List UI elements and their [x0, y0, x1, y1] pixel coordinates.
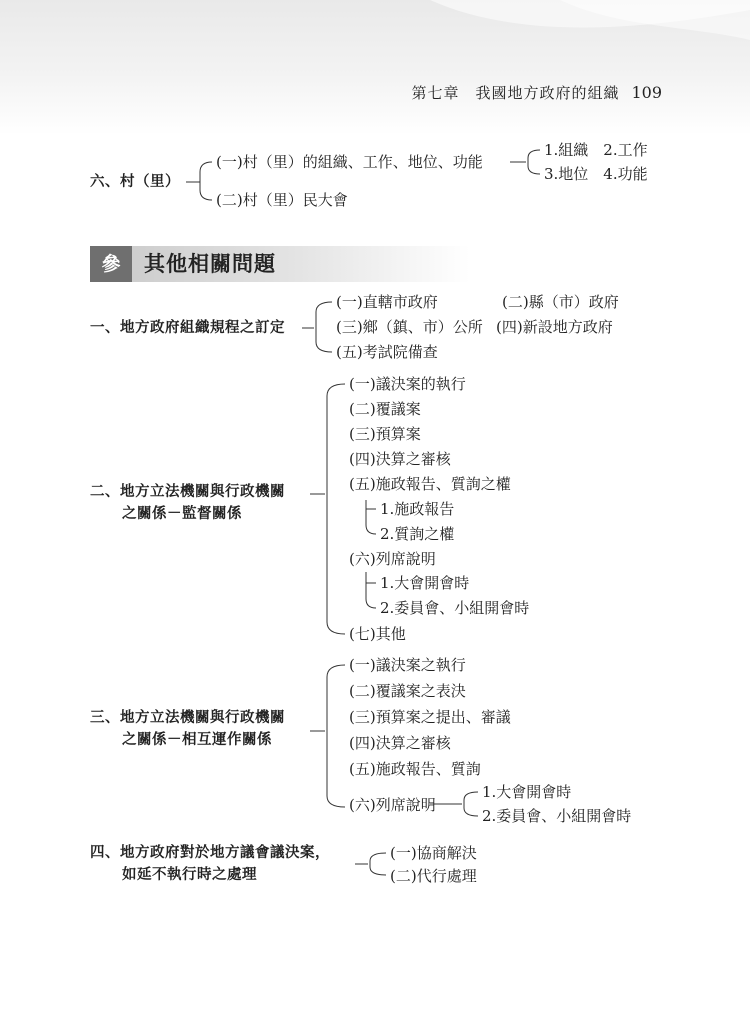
- q2-item-1: (一)議決案的執行: [349, 375, 466, 393]
- village-sub-2: 3.地位 4.功能: [544, 165, 648, 183]
- q3-item-5: (五)施政報告、質詢: [349, 760, 481, 778]
- q1-item-2: (二)縣（市）政府: [502, 293, 619, 311]
- q3-item-6: (六)列席說明: [349, 796, 436, 814]
- q2-title-line1: 二、地方立法機關與行政機關: [90, 484, 285, 500]
- q4-item-2: (二)代行處理: [390, 867, 477, 885]
- q2-item-4: (四)決算之審核: [349, 450, 451, 468]
- q2-item-6: (六)列席說明: [349, 550, 436, 568]
- q3-item-3: (三)預算案之提出、審議: [349, 708, 511, 726]
- village-sub-1: 1.組織 2.工作: [544, 141, 648, 159]
- q3-sub-1: 1.大會開會時: [482, 783, 572, 801]
- page-number: 109: [631, 83, 662, 102]
- q3-sub-2: 2.委員會、小組開會時: [482, 807, 632, 825]
- q2-sub-2: 2.質詢之權: [380, 525, 455, 543]
- q3-item-1: (一)議決案之執行: [349, 656, 466, 674]
- village-item-1: (一)村（里）的組織、工作、地位、功能: [216, 153, 483, 171]
- village-item-2: (二)村（里）民大會: [216, 191, 348, 209]
- q1-item-3: (三)鄉（鎮、市）公所: [336, 318, 483, 336]
- q3-item-2: (二)覆議案之表決: [349, 682, 466, 700]
- q3-title-line2: 之關係－相互運作關係: [122, 732, 272, 748]
- q1-item-5: (五)考試院備查: [336, 343, 438, 361]
- q2-sub-4: 2.委員會、小組開會時: [380, 599, 530, 617]
- q2-sub-3: 1.大會開會時: [380, 574, 470, 592]
- q1-item-1: (一)直轄市政府: [336, 293, 438, 311]
- q1-item-4: (四)新設地方政府: [496, 318, 613, 336]
- section-badge: 參: [90, 246, 132, 282]
- q2-item-5: (五)施政報告、質詢之權: [349, 475, 511, 493]
- village-title: 六、村（里）: [90, 174, 180, 190]
- q2-item-3: (三)預算案: [349, 425, 421, 443]
- section-title: 其他相關問題: [144, 252, 276, 276]
- q2-title-line2: 之關係－監督關係: [122, 506, 242, 522]
- q2-item-2: (二)覆議案: [349, 400, 421, 418]
- q4-item-1: (一)協商解決: [390, 844, 477, 862]
- q2-sub-1: 1.施政報告: [380, 500, 455, 518]
- q3-title-line1: 三、地方立法機關與行政機關: [90, 710, 285, 726]
- q3-item-4: (四)決算之審核: [349, 734, 451, 752]
- q4-title-line1: 四、地方政府對於地方議會議決案，: [90, 845, 330, 861]
- q2-item-7: (七)其他: [349, 625, 406, 643]
- chapter-title: 第七章 我國地方政府的組織: [411, 84, 620, 102]
- q4-title-line2: 如延不執行時之處理: [122, 867, 257, 883]
- q1-title: 一、地方政府組織規程之訂定: [90, 320, 285, 336]
